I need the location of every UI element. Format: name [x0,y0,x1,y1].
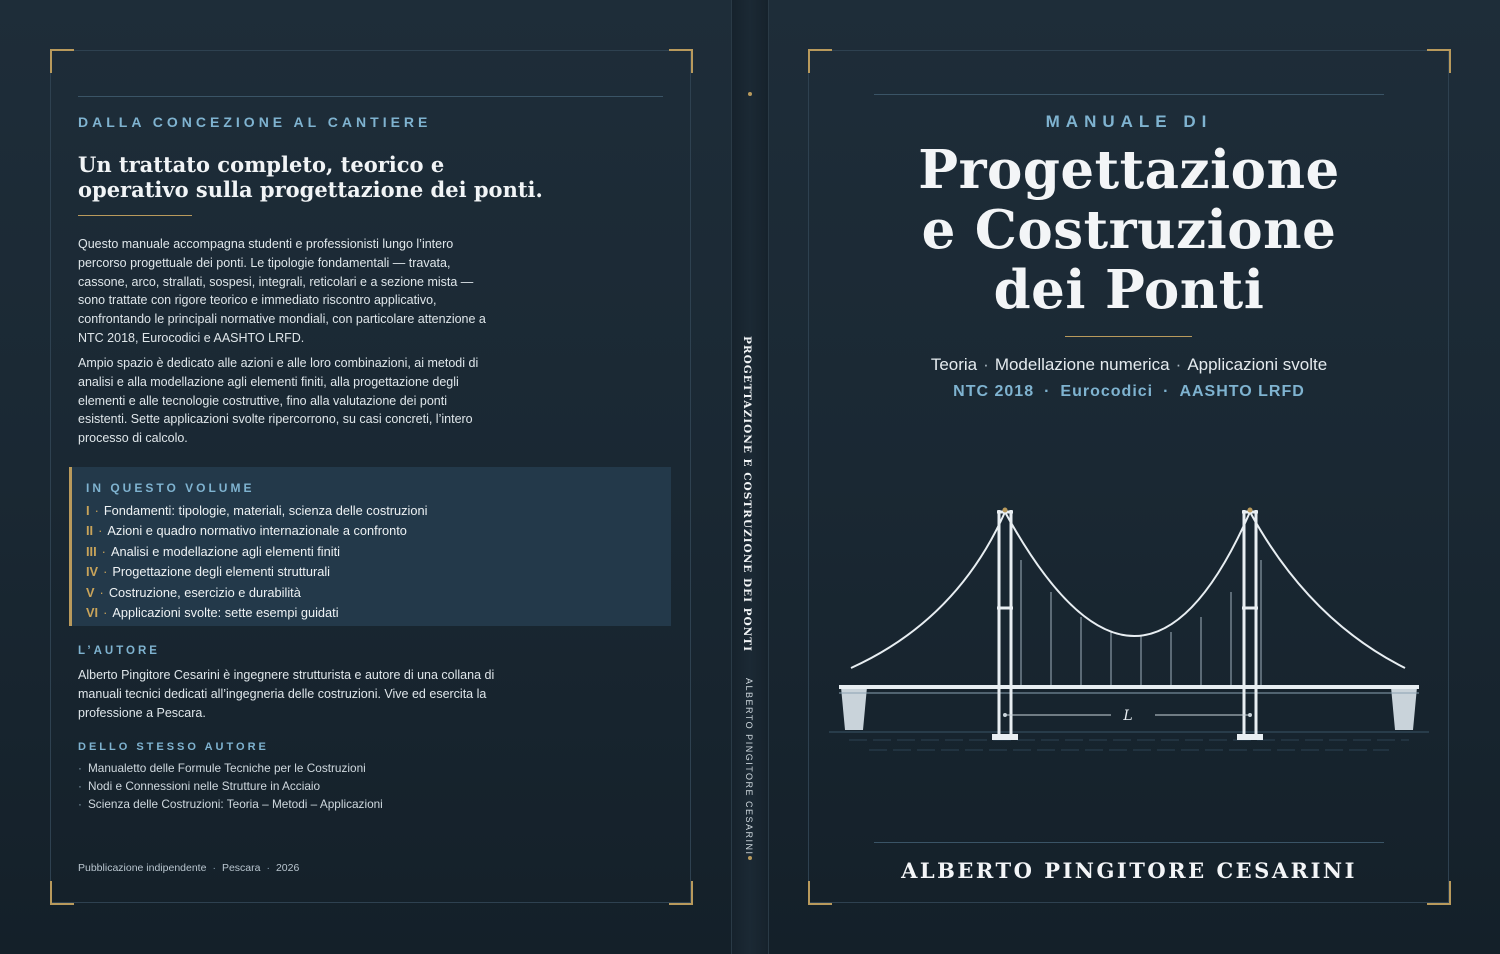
divider [874,94,1384,95]
spine [731,0,769,954]
suspension-bridge-illustration [829,490,1429,760]
part-number: IV [86,564,99,580]
volume-contents-box [69,467,671,626]
publication-year: 2026 [275,862,300,874]
part-label: Azioni e quadro normativo internazionale a confronto [107,523,407,539]
corner-ornament [669,49,693,73]
tower-top-ornament [1248,508,1253,513]
spine-title: PROGETTAZIONE E COSTRUZIONE DEI PONTI [741,336,753,653]
book-item: · Nodi e Connessioni nelle Strutture in Acciaio [78,779,321,793]
span-label: L [1123,708,1133,724]
hangers [1021,560,1261,687]
corner-ornament [1427,881,1451,905]
left-tower [997,510,1013,736]
book-title: Scienza delle Costruzioni: Teoria – Metodi – Applicazioni [87,797,383,811]
tower-top-ornament [1003,508,1008,513]
back-tagline: Un trattato completo, teorico e operativo sulla progettazione dei ponti. [78,152,543,202]
volume-contents-list [86,503,427,625]
publisher: Pubblicazione indipendente [78,862,207,874]
book-item: · Scienza delle Costruzioni: Teoria – Metodi – Applicazioni [78,797,383,811]
norm-item: Eurocodici [1060,383,1154,400]
part-label: Costruzione, esercizio e durabilità [108,584,301,600]
part-label: Analisi e modellazione agli elementi finiti [110,543,340,559]
subtitle-item: Teoria [930,355,978,374]
subtitle-item: Modellazione numerica [994,355,1170,374]
volume-contents-item: V · Costruzione, esercizio e durabilità [86,584,301,600]
publisher-footer: Pubblicazione indipendente · Pescara · 2026 [78,862,300,874]
corner-ornament [808,49,832,73]
volume-contents-item: VI · Applicazioni svolte: sette esempi guidati [86,604,339,620]
publisher-city: Pescara [221,862,261,874]
part-number: II [86,523,94,539]
part-label: Fondamenti: tipologie, materiali, scienza delle costruzioni [103,503,428,518]
right-tower-base [1237,734,1263,740]
water-lines [849,740,1409,750]
divider [874,842,1384,843]
author-bio: Alberto Pingitore Cesarini è ingegnere strutturista e autore di una collana di manuali tecnici dedicati all’ingegneria delle costruzioni. Vive ed esercita la professione a Pescara. [78,668,495,720]
same-author-title: DELLO STESSO AUTORE [78,741,269,753]
front-author: ALBERTO PINGITORE CESARINI [901,858,1357,883]
part-number: I [86,503,90,518]
subtitle: Teoria · Modellazione numerica · Applicazioni svolte [930,355,1328,374]
book-title: Nodi e Connessioni nelle Strutture in Acciaio [87,779,321,793]
volume-contents-item: I · Fondamenti: tipologie, materiali, scienza delle costruzioni [86,503,428,518]
book-item: · Manualetto delle Formule Tecniche per le Costruzioni [78,761,366,775]
volume-contents-item: III · Analisi e modellazione agli elementi finiti [86,543,340,559]
subtitle-item: Applicazioni svolte [1187,355,1328,374]
back-paragraph-2: Ampio spazio è dedicato alle azioni e alle loro combinazioni, ai metodi di analisi e alla modellazione agli elementi finiti, alla progettazione degli elementi e alle tecnologie costruttive, fino alla valutazione dei ponti esistenti. Sette applicazioni svolte ripercorrono, su casi concreti, l’intero processo di calcolo. [78,356,479,446]
volume-contents-item: IV · Progettazione degli elementi strutturali [86,564,331,580]
spine-author: ALBERTO PINGITORE CESARINI [744,678,754,856]
corner-ornament [1427,49,1451,73]
series-label: MANUALE DI [1045,112,1213,131]
norms-line: NTC 2018 · Eurocodici · AASHTO LRFD [953,383,1305,400]
corner-ornament [50,49,74,73]
title-line-2: e Costruzione [921,199,1337,261]
book-title: Manualetto delle Formule Tecniche per le Costruzioni [87,761,366,775]
front-cover [769,0,1500,954]
author-section-title: L’AUTORE [78,645,160,657]
spine-ornament [748,92,752,96]
part-label: Applicazioni svolte: sette esempi guidati [112,604,339,620]
gold-divider [1065,336,1192,337]
corner-ornament [50,881,74,905]
back-eyebrow: DALLA CONCEZIONE AL CANTIERE [78,114,432,130]
part-label: Progettazione degli elementi strutturali [112,564,331,580]
main-cables [851,512,1405,668]
back-cover [0,0,731,954]
divider [78,96,663,97]
corner-ornament [669,881,693,905]
title-line-3: dei Ponti [993,259,1265,321]
corner-ornament [808,881,832,905]
same-author-books [78,761,383,815]
gold-divider [78,215,192,216]
spine-ornament [748,856,752,860]
norm-item: NTC 2018 [953,383,1035,400]
title-line-1: Progettazione [918,139,1340,201]
part-number: III [86,543,97,559]
norm-item: AASHTO LRFD [1179,383,1305,400]
volume-contents-title: IN QUESTO VOLUME [86,481,255,495]
book-title [769,140,1489,320]
part-number: VI [86,604,99,620]
deck [839,685,1419,689]
part-number: V [86,584,95,600]
left-tower-base [992,734,1018,740]
right-tower [1242,510,1258,736]
back-paragraph-1: Questo manuale accompagna studenti e professionisti lungo l’intero percorso progettuale dei ponti. Le tipologie fondamentali — travata, cassone, arco, strallati, sospesi, integrali, reticolari e a sezione mista — sono trattate con rigore teorico e immediato riscontro applicativo, confrontando le principali normative mondiali, con particolare attenzione a NTC 2018, Eurocodici e AASHTO LRFD. [78,237,486,345]
volume-contents-item: II · Azioni e quadro normativo internazionale a confronto [86,523,407,539]
